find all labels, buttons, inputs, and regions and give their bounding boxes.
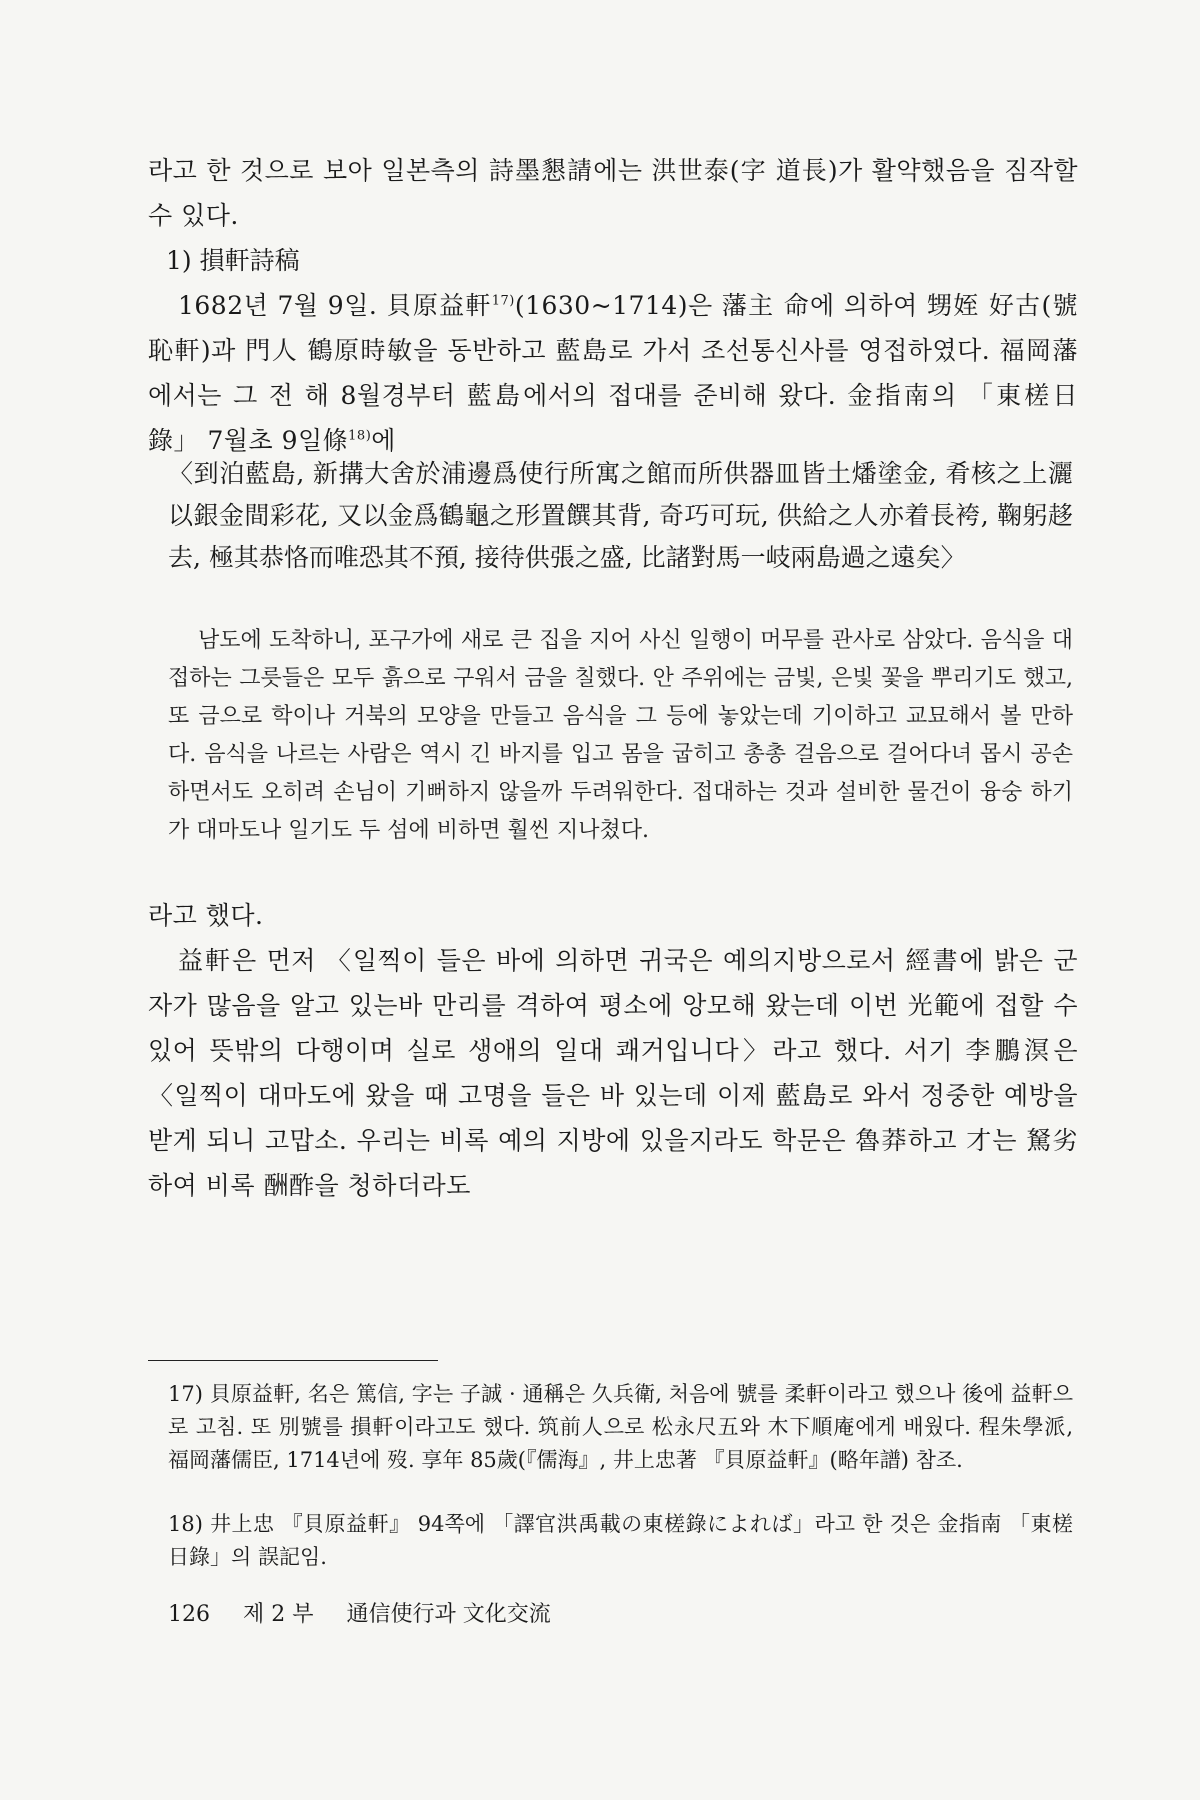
footnote-ref-17: 17) (491, 293, 515, 309)
footnote-divider (148, 1360, 438, 1361)
page-footer (168, 1600, 577, 1630)
korean-translation: 남도에 도착하니, 포구가에 새로 큰 집을 지어 사신 일행이 머무를 관사로 삼았다. 음식을 대접하는 그릇들은 모두 흙으로 구워서 금을 칠했다. 안 주위에는 금빛, 은빛 꽃을 뿌리기도 했고, 또 금으로 학이나 거북의 모양을 만들고 음식을 그 등에 놓았는데 기이하고 교묘해서 볼 만하다. 음식을 나르는 사람은 역시 긴 바지를 입고 몸을 굽히고 총총 걸음으로 걸어다녀 몹시 공손하면서도 오히려 손님이 기뻐하지 않을까 두려워한다. 접대하는 것과 설비한 물건이 융숭 하기가 대마도나 일기도 두 섬에 비하면 훨씬 지나쳤다. (168, 628, 1073, 843)
paragraph-1-text-b: (1630~1714)은 藩主 命에 의하여 甥姪 好古(號 恥軒)과 門人 鶴原時敏을 동반하고 藍島로 가서 조선통신사를 영접하였다. 福岡藩에서는 그 전 해 8월경부터 藍島에서의 접대를 준비해 왔다. 金指南의 「東槎日錄」 7월초 9일條 (148, 291, 1078, 455)
footnote-18: 18) 井上忠 『貝原益軒』 94쪽에 「譯官洪禹載の東槎錄によれば」라고 한 것은 金指南 「東槎日錄」의 誤記임. (168, 1512, 1073, 1569)
page-number: 126 (168, 1602, 210, 1627)
section-heading: 1) 損軒詩稿 (166, 246, 300, 275)
chinese-quotation: 〈到泊藍島, 新搆大舍於浦邊爲使行所寓之館而所供器皿皆土燔塗金, 肴核之上灑以銀金間彩花, 又以金爲鶴龜之形置饌其背, 奇巧可玩, 供給之人亦着長袴, 鞠躬趍去, 極其恭恪而唯恐其不預, 接待供張之盛, 比諸對馬一岐兩島過之遠矣〉 (168, 459, 1073, 572)
paragraph-1-text-a: 1682년 7월 9일. 貝原益軒 (178, 291, 492, 320)
paragraph-1 (148, 283, 1078, 463)
paragraph-1-text-c: 에 (371, 426, 396, 455)
footnote-ref-18: 18) (348, 428, 372, 444)
intro-block (148, 148, 1078, 238)
intro-paragraph: 라고 한 것으로 보아 일본측의 詩墨懇請에는 洪世泰(字 道長)가 활약했음을 짐작할 수 있다. (148, 156, 1078, 230)
section-block (148, 238, 1078, 463)
after-quote-text: 라고 했다. (148, 901, 264, 930)
body-block (148, 893, 1078, 1208)
part-label: 제 2 부 (243, 1602, 314, 1627)
footnote-17: 17) 貝原益軒, 名은 篤信, 字는 子誠 · 通稱은 久兵衛, 처음에 號를 柔軒이라고 했으나 後에 益軒으로 고침. 또 別號를 損軒이라고도 했다. 筑前人으로 松永尺五와 木下順庵에게 배웠다. 程朱學派, 福岡藩儒臣, 1714년에 歿. 享年 85歲(『儒海』, 井上忠著 『貝原益軒』(略年譜) 참조. (168, 1382, 1073, 1472)
running-title: 通信使行과 文化交流 (346, 1602, 551, 1627)
paragraph-2: 益軒은 먼저 〈일찍이 들은 바에 의하면 귀국은 예의지방으로서 經書에 밝은 군자가 많음을 알고 있는바 만리를 격하여 평소에 앙모해 왔는데 이번 光範에 접할 수 있어 뜻밖의 다행이며 실로 생애의 일대 쾌거입니다〉라고 했다. 서기 李鵬溟은 〈일찍이 대마도에 왔을 때 고명을 들은 바 있는데 이제 藍島로 와서 정중한 예방을 받게 되니 고맙소. 우리는 비록 예의 지방에 있을지라도 학문은 魯莽하고 才는 駑劣하여 비록 酬酢을 청하더라도 (148, 946, 1078, 1200)
